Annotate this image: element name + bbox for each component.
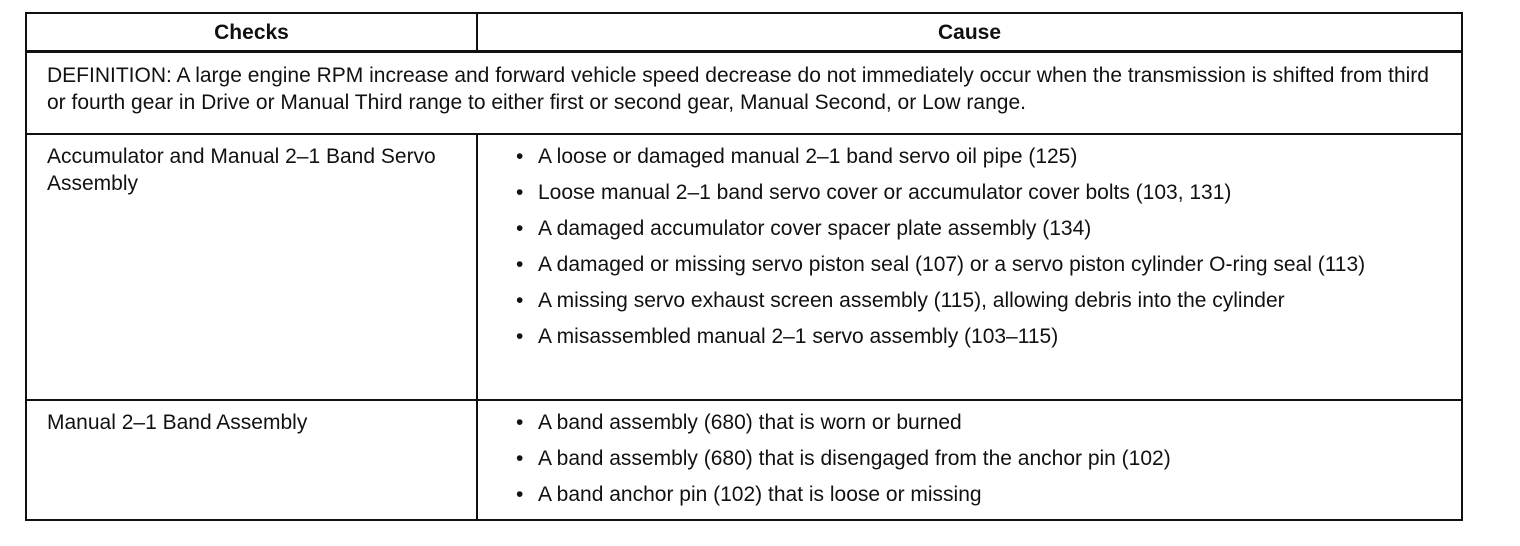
cause-text: A loose or damaged manual 2–1 band servo oil pipe (125) — [538, 144, 1078, 168]
cause-list — [516, 143, 1451, 350]
header-checks: Checks — [26, 13, 477, 52]
cause-text: Loose manual 2–1 band servo cover or accumulator cover bolts (103, 131) — [538, 180, 1232, 204]
check-cell: Manual 2–1 Band Assembly — [26, 400, 477, 520]
header-cause: Cause — [477, 13, 1462, 52]
definition-row — [26, 52, 1462, 134]
cause-text: A band assembly (680) that is worn or burned — [538, 410, 962, 434]
cause-text: A misassembled manual 2–1 servo assembly (103–115) — [538, 324, 1059, 348]
bullet-icon: • — [516, 144, 524, 168]
header-row — [26, 13, 1462, 52]
cause-item — [516, 179, 1451, 206]
bullet-icon: • — [516, 252, 524, 276]
cause-item — [516, 143, 1451, 170]
cause-text: A band anchor pin (102) that is loose or missing — [538, 482, 982, 506]
cause-item — [516, 409, 1451, 436]
cause-list — [516, 409, 1451, 508]
bullet-icon: • — [516, 216, 524, 240]
definition-text: DEFINITION: A large engine RPM increase and forward vehicle speed decrease do not immediately occur when the transmission is shifted from third or fourth gear in Drive or Manual Third range to either first or second gear, Manual Second, or Low range. — [26, 52, 1462, 134]
cause-item — [516, 323, 1451, 350]
cause-cell — [477, 134, 1462, 400]
table-row — [26, 134, 1462, 400]
bullet-icon: • — [516, 324, 524, 348]
table-row — [26, 400, 1462, 520]
bullet-icon: • — [516, 446, 524, 470]
bullet-icon: • — [516, 410, 524, 434]
cause-item — [516, 251, 1451, 278]
cause-text: A damaged or missing servo piston seal (107) or a servo piston cylinder O-ring seal (113) — [538, 252, 1366, 276]
cause-text: A missing servo exhaust screen assembly (115), allowing debris into the cylinder — [538, 288, 1285, 312]
cause-cell — [477, 400, 1462, 520]
bullet-icon: • — [516, 180, 524, 204]
cause-item — [516, 215, 1451, 242]
bullet-icon: • — [516, 288, 524, 312]
diagnosis-table — [25, 12, 1463, 521]
check-cell: Accumulator and Manual 2–1 Band Servo Assembly — [26, 134, 477, 400]
cause-item — [516, 445, 1451, 472]
cause-item — [516, 481, 1451, 508]
cause-item — [516, 287, 1451, 314]
bullet-icon: • — [516, 482, 524, 506]
cause-text: A band assembly (680) that is disengaged from the anchor pin (102) — [538, 446, 1171, 470]
cause-text: A damaged accumulator cover spacer plate assembly (134) — [538, 216, 1092, 240]
